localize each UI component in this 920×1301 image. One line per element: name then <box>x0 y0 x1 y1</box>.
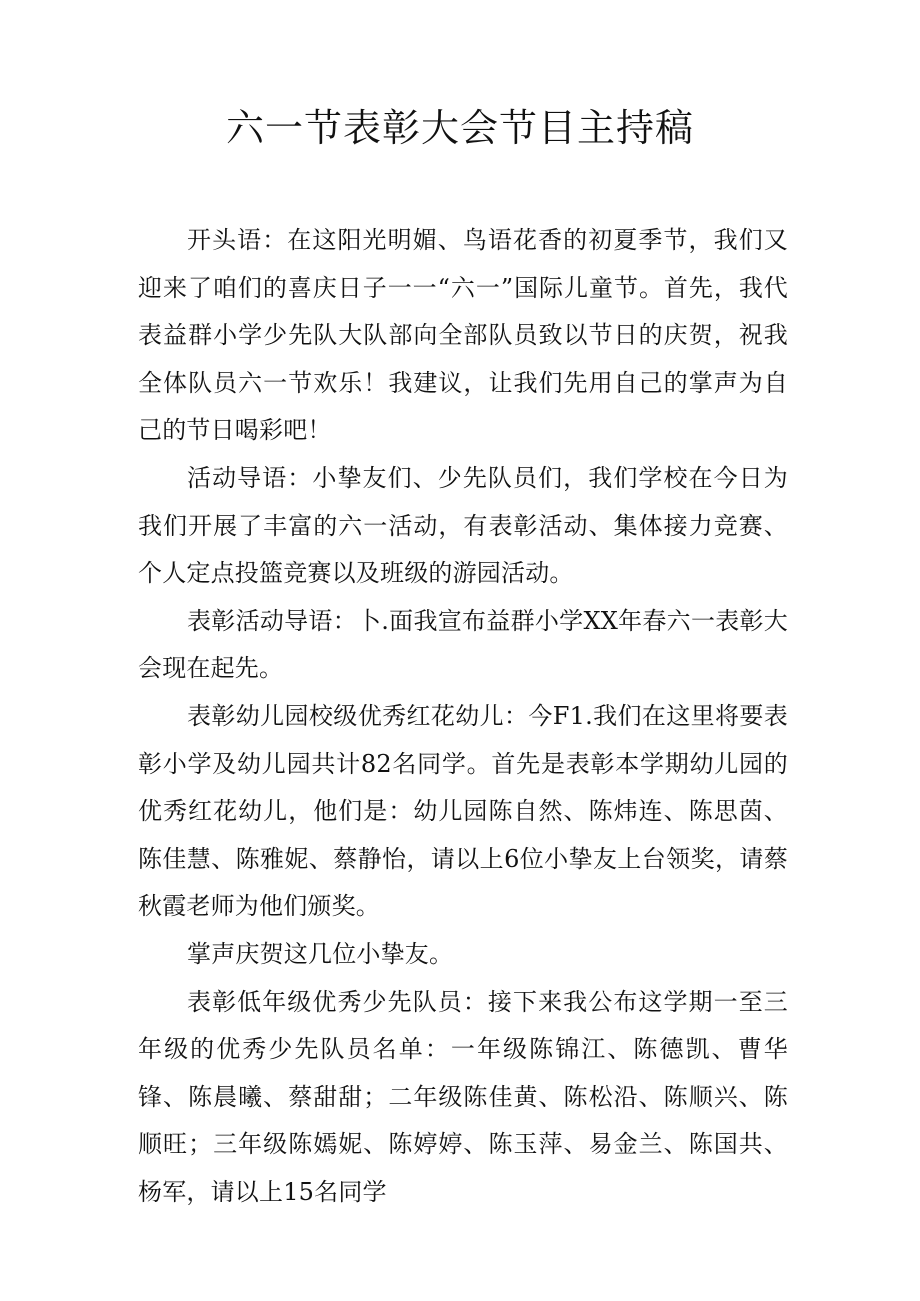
paragraph-activity-intro: 活动导语：小挚友们、少先队员们，我们学校在今日为我们开展了丰富的六一活动，有表彰活动、集体接力竞赛、个人定点投篮竞赛以及班级的游园活动。 <box>138 463 788 588</box>
document-title: 六一节表彰大会节目主持稿 <box>225 106 694 150</box>
paragraph-applause: 掌声庆贺这几位小挚友。 <box>187 939 454 968</box>
paragraph-opening: 开头语：在这阳光明媚、鸟语花香的初夏季节，我们又迎来了咱们的喜庆日子一一“六一”国际儿童节。首先，我代表益群小学少先队大队部向全部队员致以节日的庆贺，祝我全体队员六一节欢乐！我建议，让我们先用自己的掌声为自己的节日喝彩吧！ <box>138 226 788 445</box>
paragraph-lower-grade-award: 表彰低年级优秀少先队员：接下来我公布这学期一至三年级的优秀少先队员名单：一年级陈锦江、陈德凯、曹华锋、陈晨曦、蔡甜甜；二年级陈佳黄、陈松沿、陈顺兴、陈顺旺；三年级陈嫣妮、陈婷婷、陈玉萍、易金兰、陈国共、杨军，请以上15名同学 <box>138 987 788 1206</box>
paragraph-kindergarten-award: 表彰幼儿园校级优秀红花幼儿：今F1.我们在这里将要表彰小学及幼儿园共计82名同学。首先是表彰本学期幼儿园的优秀红花幼儿，他们是：幼儿园陈自然、陈炜连、陈思茵、陈佳慧、陈雅妮、蔡静怡，请以上6位小挚友上台领奖，请蔡秋霞老师为他们颁奖。 <box>138 701 788 921</box>
paragraph-award-intro: 表彰活动导语：卜.面我宣布益群小学XX年春六一表彰大会现在起先。 <box>138 606 788 683</box>
document-body <box>138 217 788 1216</box>
